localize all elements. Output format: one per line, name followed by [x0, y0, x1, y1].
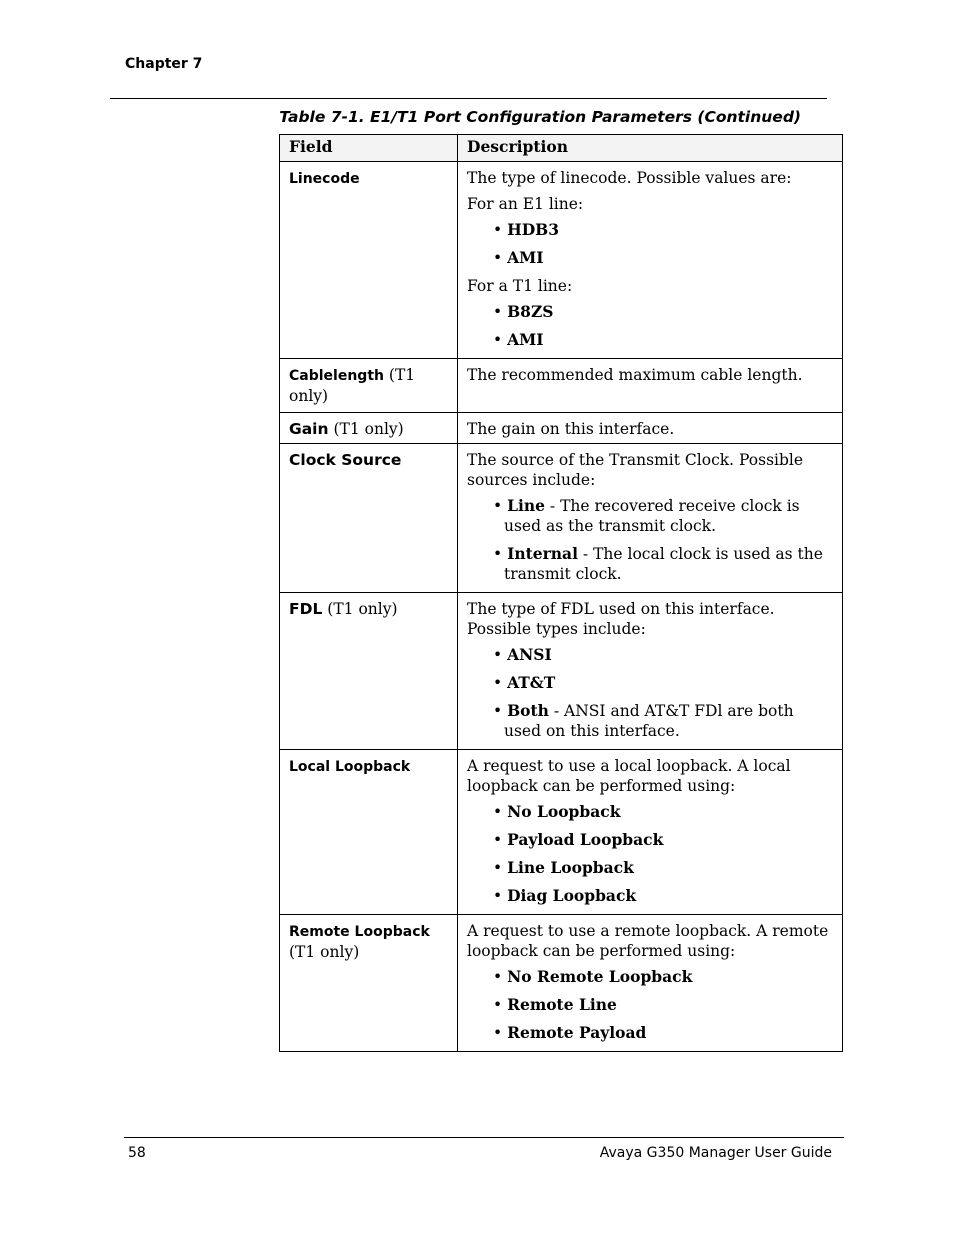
field-cell: [280, 413, 458, 444]
chapter-heading: Chapter 7: [125, 56, 203, 72]
option-name: Line: [507, 496, 545, 515]
list-item: • AMI: [493, 248, 544, 267]
option-name: AMI: [507, 248, 544, 267]
description-text: For an E1 line:: [467, 195, 584, 213]
footer-title: Avaya G350 Manager User Guide: [599, 1145, 832, 1161]
list-item: • Diag Loopback: [493, 886, 637, 905]
description-cell: [458, 413, 843, 444]
field-cell: [280, 750, 458, 915]
field-cell: [280, 593, 458, 750]
option-name: Line Loopback: [507, 858, 634, 877]
table-caption: Table 7-1. E1/T1 Port Configuration Parameters (Continued): [279, 108, 801, 126]
option-name: AMI: [507, 330, 544, 349]
field-cell: [280, 162, 458, 359]
table-row: [280, 359, 843, 413]
list-item: • Line - The recovered receive clock is used as the transmit clock.: [493, 496, 800, 535]
option-list: [467, 302, 833, 350]
field-name: Cablelength: [289, 368, 384, 384]
description-text: The type of FDL used on this interface. Possible types include:: [467, 600, 775, 638]
list-item: • AT&T: [493, 673, 556, 692]
option-name: HDB3: [507, 220, 560, 239]
list-item: • B8ZS: [493, 302, 554, 321]
list-item: • Internal - The local clock is used as the transmit clock.: [493, 544, 823, 583]
field-note: (T1 only): [289, 943, 360, 961]
table-row: [280, 413, 843, 444]
field-name: FDL: [289, 600, 323, 618]
table-row: [280, 162, 843, 359]
description-cell: [458, 750, 843, 915]
parameters-table: [279, 134, 843, 1052]
table-row: [280, 750, 843, 915]
field-note: (T1 only): [322, 600, 398, 618]
option-name: No Remote Loopback: [507, 967, 693, 986]
field-name: Clock Source: [289, 451, 402, 469]
list-item: • Remote Payload: [493, 1023, 647, 1042]
option-name: Both: [507, 701, 549, 720]
description-cell: [458, 162, 843, 359]
field-note: (T1 only): [289, 366, 416, 405]
field-cell: [280, 359, 458, 413]
description-text: The gain on this interface.: [467, 420, 675, 438]
table-row: [280, 444, 843, 593]
description-cell: [458, 444, 843, 593]
field-cell: [280, 444, 458, 593]
description-cell: [458, 593, 843, 750]
list-item: • AMI: [493, 330, 544, 349]
field-name: Local Loopback: [289, 759, 411, 775]
list-item: • Line Loopback: [493, 858, 634, 877]
option-text: - The recovered receive clock is used as the transmit clock.: [504, 497, 800, 535]
page-number: 58: [128, 1145, 146, 1161]
option-name: Internal: [507, 544, 578, 563]
description-text: The source of the Transmit Clock. Possible sources include:: [467, 451, 804, 489]
option-list: [467, 645, 833, 741]
list-item: • Remote Line: [493, 995, 617, 1014]
option-list: [467, 220, 833, 268]
list-item: • Both - ANSI and AT&T FDl are both used on this interface.: [493, 701, 794, 740]
description-text: The type of linecode. Possible values are:: [467, 169, 792, 187]
description-text: A request to use a local loopback. A local loopback can be performed using:: [467, 757, 791, 795]
option-name: B8ZS: [507, 302, 554, 321]
header-rule: [110, 98, 827, 99]
field-cell: [280, 915, 458, 1052]
table-row: [280, 593, 843, 750]
list-item: • HDB3: [493, 220, 560, 239]
option-list: [467, 496, 833, 584]
option-name: Payload Loopback: [507, 830, 664, 849]
option-name: Diag Loopback: [507, 886, 637, 905]
option-name: Remote Payload: [507, 1023, 647, 1042]
table-row: [280, 915, 843, 1052]
footer-rule: [124, 1137, 844, 1138]
description-cell: [458, 915, 843, 1052]
list-item: • Payload Loopback: [493, 830, 664, 849]
option-name: No Loopback: [507, 802, 621, 821]
table-header-row: [280, 135, 843, 162]
list-item: • No Remote Loopback: [493, 967, 693, 986]
option-list: [467, 967, 833, 1043]
option-name: AT&T: [507, 673, 556, 692]
description-cell: [458, 359, 843, 413]
option-name: ANSI: [507, 645, 552, 664]
description-text: The recommended maximum cable length.: [467, 366, 803, 384]
option-text: - The local clock is used as the transmit clock.: [504, 545, 823, 583]
description-text: A request to use a remote loopback. A remote loopback can be performed using:: [467, 922, 829, 960]
field-name: Gain: [289, 420, 329, 438]
description-text: For a T1 line:: [467, 277, 573, 295]
list-item: • No Loopback: [493, 802, 621, 821]
field-name: Remote Loopback: [289, 924, 430, 940]
field-name: Linecode: [289, 171, 360, 187]
list-item: • ANSI: [493, 645, 552, 664]
field-column-header: Field: [280, 135, 458, 162]
option-name: Remote Line: [507, 995, 617, 1014]
description-column-header: Description: [458, 135, 843, 162]
option-list: [467, 802, 833, 906]
field-note: (T1 only): [328, 420, 404, 438]
option-text: - ANSI and AT&T FDl are both used on this interface.: [504, 702, 794, 740]
